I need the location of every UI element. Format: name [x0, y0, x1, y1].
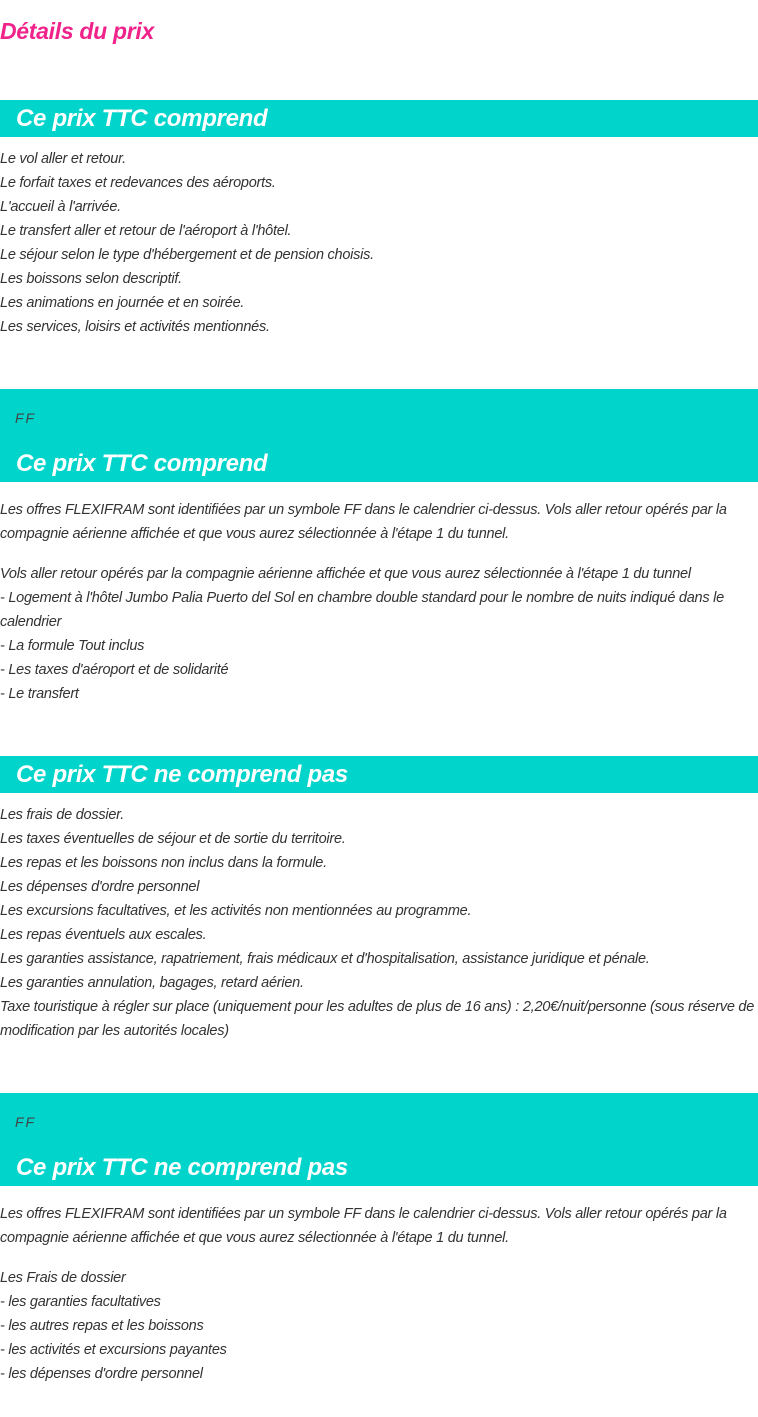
section-header-ff-included [0, 389, 758, 482]
list-item: Le forfait taxes et redevances des aéroports. [0, 175, 276, 191]
list-item: Les Frais de dossier [0, 1270, 126, 1286]
list-item: Taxe touristique à régler sur place (uniquement pour les adultes de plus de 16 ans) : 2,20€/nuit/personne (sous réserve de modification par les autorités locales) [0, 999, 755, 1039]
section-heading: Ce prix TTC comprend [16, 105, 268, 132]
list-item: L'accueil à l'arrivée. [0, 199, 121, 215]
list-item: Le séjour selon le type d'hébergement et de pension choisis. [0, 247, 374, 263]
list-item: - Le transfert [0, 686, 79, 702]
list-item: Les garanties assistance, rapatriement, frais médicaux et d'hospitalisation, assistance juridique et pénale. [0, 951, 650, 967]
list-item: Les services, loisirs et activités mentionnés. [0, 319, 270, 335]
ff-intro-text: Les offres FLEXIFRAM sont identifiées par un symbole FF dans le calendrier ci-dessus. Vols aller retour opérés par la compagnie aérienne affichée et que vous aurez sélectionnée à l'étape 1 du tunnel. [0, 502, 727, 542]
ff-not-included-list [0, 1266, 758, 1386]
section-heading: Ce prix TTC comprend [16, 450, 268, 477]
list-item: - Logement à l'hôtel Jumbo Palia Puerto del Sol en chambre double standard pour le nombre de nuits indiqué dans le calendrier [0, 590, 724, 630]
list-item: Le transfert aller et retour de l'aéroport à l'hôtel. [0, 223, 292, 239]
section-header-not-included [0, 756, 758, 793]
section-header-ff-not-included [0, 1093, 758, 1186]
list-item: Les taxes éventuelles de séjour et de sortie du territoire. [0, 831, 346, 847]
list-item: Les repas éventuels aux escales. [0, 927, 207, 943]
ff-badge: FF [15, 1114, 37, 1130]
list-item: Les repas et les boissons non inclus dans la formule. [0, 855, 327, 871]
list-item: Les frais de dossier. [0, 807, 124, 823]
list-item: - les autres repas et les boissons [0, 1318, 204, 1334]
section-heading: Ce prix TTC ne comprend pas [16, 1154, 348, 1181]
included-list [0, 147, 758, 339]
list-item: Les garanties annulation, bagages, retard aérien. [0, 975, 304, 991]
list-item: - Les taxes d'aéroport et de solidarité [0, 662, 229, 678]
ff-included-list [0, 562, 758, 706]
list-item: - les garanties facultatives [0, 1294, 161, 1310]
page-title: Détails du prix [0, 18, 154, 44]
list-item: Vols aller retour opérés par la compagnie aérienne affichée et que vous aurez sélectionnée à l'étape 1 du tunnel [0, 566, 691, 582]
list-item: Les animations en journée et en soirée. [0, 295, 245, 311]
list-item: Les boissons selon descriptif. [0, 271, 182, 287]
list-item: Le vol aller et retour. [0, 151, 126, 167]
list-item: Les dépenses d'ordre personnel [0, 879, 200, 895]
section-heading: Ce prix TTC ne comprend pas [16, 761, 348, 788]
not-included-list [0, 803, 758, 1043]
ff-badge: FF [15, 410, 37, 426]
list-item: - La formule Tout inclus [0, 638, 145, 654]
ff-intro-text: Les offres FLEXIFRAM sont identifiées par un symbole FF dans le calendrier ci-dessus. Vols aller retour opérés par la compagnie aérienne affichée et que vous aurez sélectionnée à l'étape 1 du tunnel. [0, 1206, 727, 1246]
list-item: - les dépenses d'ordre personnel [0, 1366, 203, 1382]
list-item: - les activités et excursions payantes [0, 1342, 227, 1358]
list-item: Les excursions facultatives, et les activités non mentionnées au programme. [0, 903, 472, 919]
section-header-included [0, 100, 758, 137]
